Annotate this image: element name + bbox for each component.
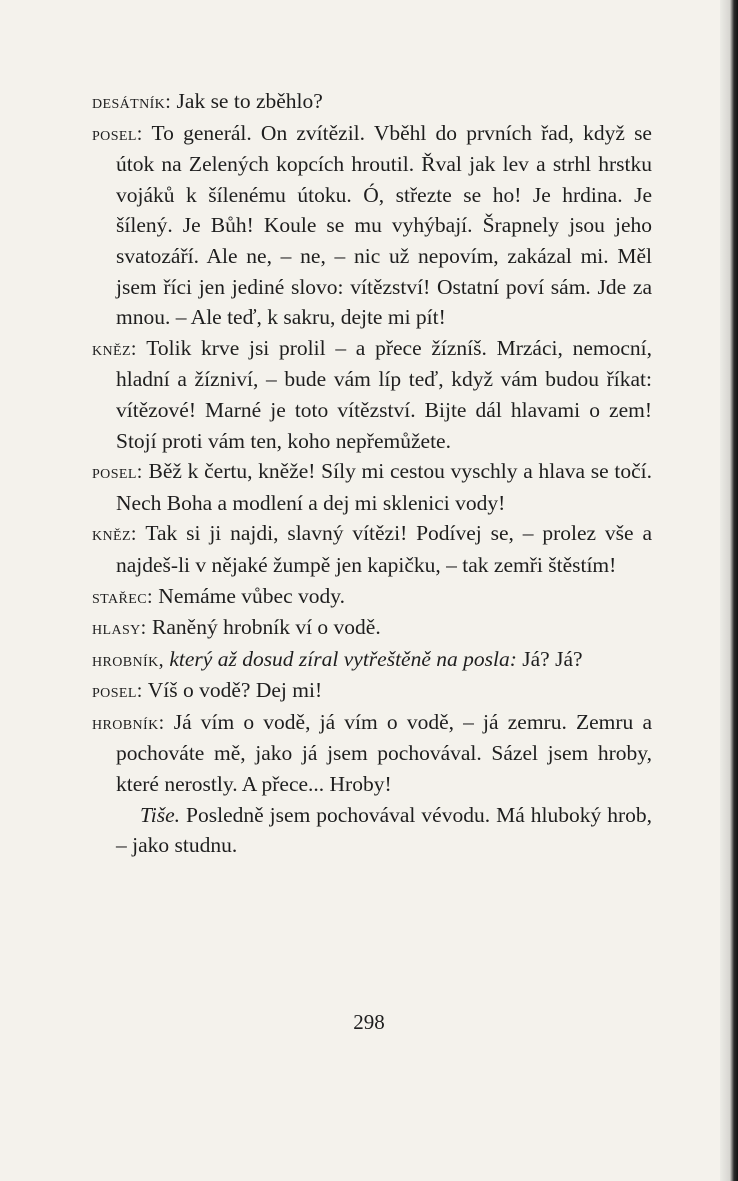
dialogue-text: Já? Já?: [522, 646, 583, 671]
dialogue-text: Běž k čertu, kněže! Síly mi cestou vyschly a hlava se točí. Nech Boha a modlení a dej mi sklenici vody!: [116, 459, 653, 515]
speaker-name: hlasy:: [92, 617, 147, 640]
dialogue-line: [92, 118, 652, 333]
speaker-name: desátník:: [92, 91, 172, 113]
dialogue-text: Tolik krve jsi prolil – a přece žízníš. Mrzáci, nemocní, hladní a žízniví, – bude vám líp teď, když vám budou říkat: vítězové! Marné je toto vítězství. Bijte dál hlavami o zem! Stojí proti vám ten, koho nepřemůžete.: [116, 335, 652, 453]
speaker-name: hrobník:: [92, 711, 165, 734]
dialogue-line: [92, 456, 652, 518]
dialogue-line: [92, 644, 652, 676]
dialogue-text: To generál. On zvítězil. Vběhl do prvních řad, když se útok na Zelených kopcích hroutil. Řval jak lev a strhl hrstku vojáků k šílenému útoku. Ó, střezte se ho! Je hrdina. Je šílený. Je Bůh! Koule se mu vyhýbají. Šrapnely jsou jeho svatozáří. Ale ne, – ne, – nic už nepovím, zakázal mi. Měl jsem říci jen jediné slovo: vítězství! Ostatní poví sám. Jde za mnou. – Ale teď, k sakru, dejte mi pít!: [116, 120, 652, 330]
dialogue-line: [92, 333, 652, 456]
dialogue-line: [92, 707, 652, 800]
dialogue-text: Jak se to zběhlo?: [176, 89, 323, 113]
dialogue-line: [92, 86, 652, 118]
dialogue-text: Tak si ji najdi, slavný vítězi! Podívej se, – prolez vše a najdeš-li v nějaké žumpě jen kapičku, – tak zemři štěstím!: [116, 521, 652, 577]
dialogue-text: Víš o vodě? Dej mi!: [147, 678, 323, 703]
dialogue-line: [92, 612, 652, 644]
dialogue-text: Nemáme vůbec vody.: [158, 583, 345, 608]
dialogue-text: Posledně jsem pochovával vévodu. Má hluboký hrob, – jako studnu.: [116, 802, 653, 858]
dialogue-line: [92, 581, 652, 613]
stage-direction: který až dosud zíral vytřeštěně na posla:: [169, 646, 517, 671]
speaker-name: posel:: [92, 461, 143, 484]
book-page-text: [92, 86, 652, 861]
page-number: 298: [353, 1010, 385, 1034]
speaker-name: stařec:: [92, 585, 153, 608]
dialogue-continuation: [92, 800, 652, 861]
dialogue-text: Já vím o vodě, já vím o vodě, – já zemru. Zemru a pochováte mě, jako já jsem pochovával. Sázel jsem hroby, které nerostly. A přece... Hroby!: [116, 709, 653, 797]
dialogue-line: [92, 675, 652, 707]
speaker-name: hrobník,: [92, 648, 164, 671]
dialogue-text: Raněný hrobník ví o vodě.: [152, 615, 381, 640]
page-edge-shadow: [720, 0, 738, 1181]
dialogue-line: [92, 518, 652, 580]
speaker-name: kněz:: [92, 337, 137, 360]
speaker-name: kněz:: [92, 523, 137, 546]
stage-direction: Tiše.: [140, 802, 181, 827]
speaker-name: posel:: [92, 680, 143, 703]
speaker-name: posel:: [92, 122, 143, 145]
